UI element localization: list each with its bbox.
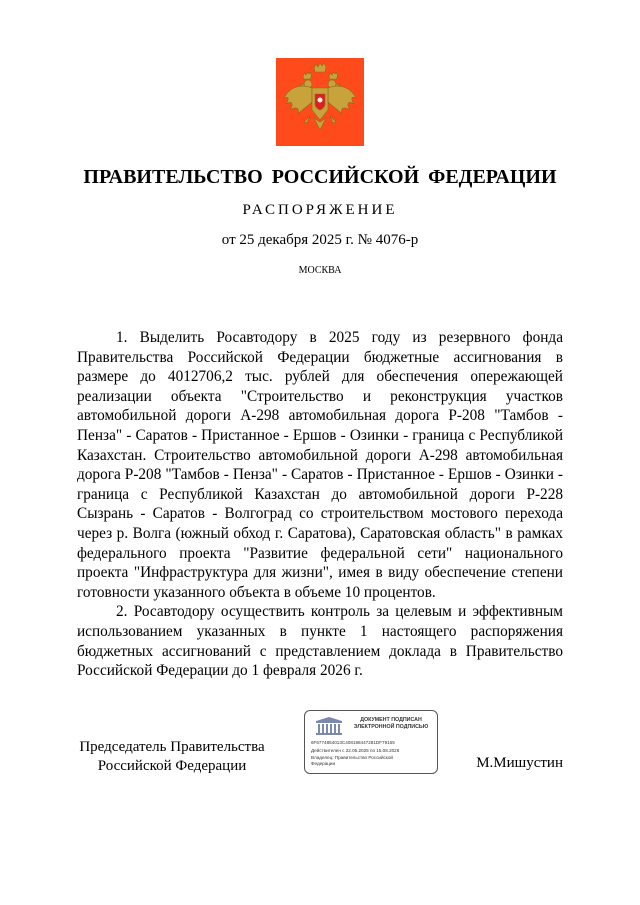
document-body: [77, 328, 563, 681]
government-building-icon: [314, 717, 344, 742]
government-title: ПРАВИТЕЛЬСТВО РОССИЙСКОЙ ФЕДЕРАЦИИ: [83, 166, 557, 188]
signatory-position-line2: Российской Федерации: [97, 758, 247, 774]
signatory-position: [77, 738, 267, 776]
stamp-owner-line1: Владелец: Правительство Российской: [311, 755, 393, 760]
document-date-number: от 25 декабря 2025 г. № 4076-р: [221, 232, 419, 248]
signatory-name: М.Мишустин: [476, 755, 563, 771]
document-type: РАСПОРЯЖЕНИЕ: [242, 202, 398, 218]
stamp-owner-line2: Федерации: [311, 761, 336, 766]
stamp-title-line1: ДОКУМЕНТ ПОДПИСАН: [360, 717, 422, 723]
signatory-position-line1: Председатель Правительства: [79, 739, 265, 755]
stamp-valid: Действителен с 22.05.2025 по 15.08.2026: [311, 748, 400, 753]
stamp-title-line2: ЭЛЕКТРОННОЙ ПОДПИСЬЮ: [353, 724, 429, 730]
document-city: МОСКВА: [298, 265, 342, 276]
stamp-title: [347, 717, 435, 731]
electronic-signature-stamp: [304, 710, 438, 774]
stamp-serial: 6F6774854013C408188447281DF79155: [311, 740, 395, 745]
paragraph-1: 1. Выделить Росавтодору в 2025 году из резервного фонда Правительства Российской Федерации бюджетные ассигнования в размере до 4012706,2 тыс. рублей для обеспечения опережающей реализации объекта "Строительство и реконструкция участков автомобильной дороги А-298 автомобильная дорога Р-208 "Тамбов - Пенза" - Саратов - Пристанное - Ершов - Озинки - граница с Республикой Казахстан. Строительство автомобильной дороги А-298 автомобильная дорога Р-208 "Тамбов - Пенза" - Саратов - Пристанное - Ершов - Озинки - граница с Республикой Казахстан до автомобильной дороги Р-228 Сызрань - Саратов - Волгоград со строительством мостового перехода через р. Волга (южный обход г. Саратова), Саратовская область" в рамках федерального проекта "Развитие федеральной сети" национального проекта "Инфраструктура для жизни", имея в виду обеспечение степени готовности указанного объекта в объеме 10 процентов.: [77, 329, 563, 601]
coat-of-arms-icon: [276, 58, 364, 146]
paragraph-2: 2. Росавтодору осуществить контроль за целевым и эффективным использованием указанных в пункте 1 настоящего распоряжения бюджетных ассигнований с представлением доклада в Правительство Российской Федерации до 1 февраля 2026 г.: [77, 603, 563, 680]
